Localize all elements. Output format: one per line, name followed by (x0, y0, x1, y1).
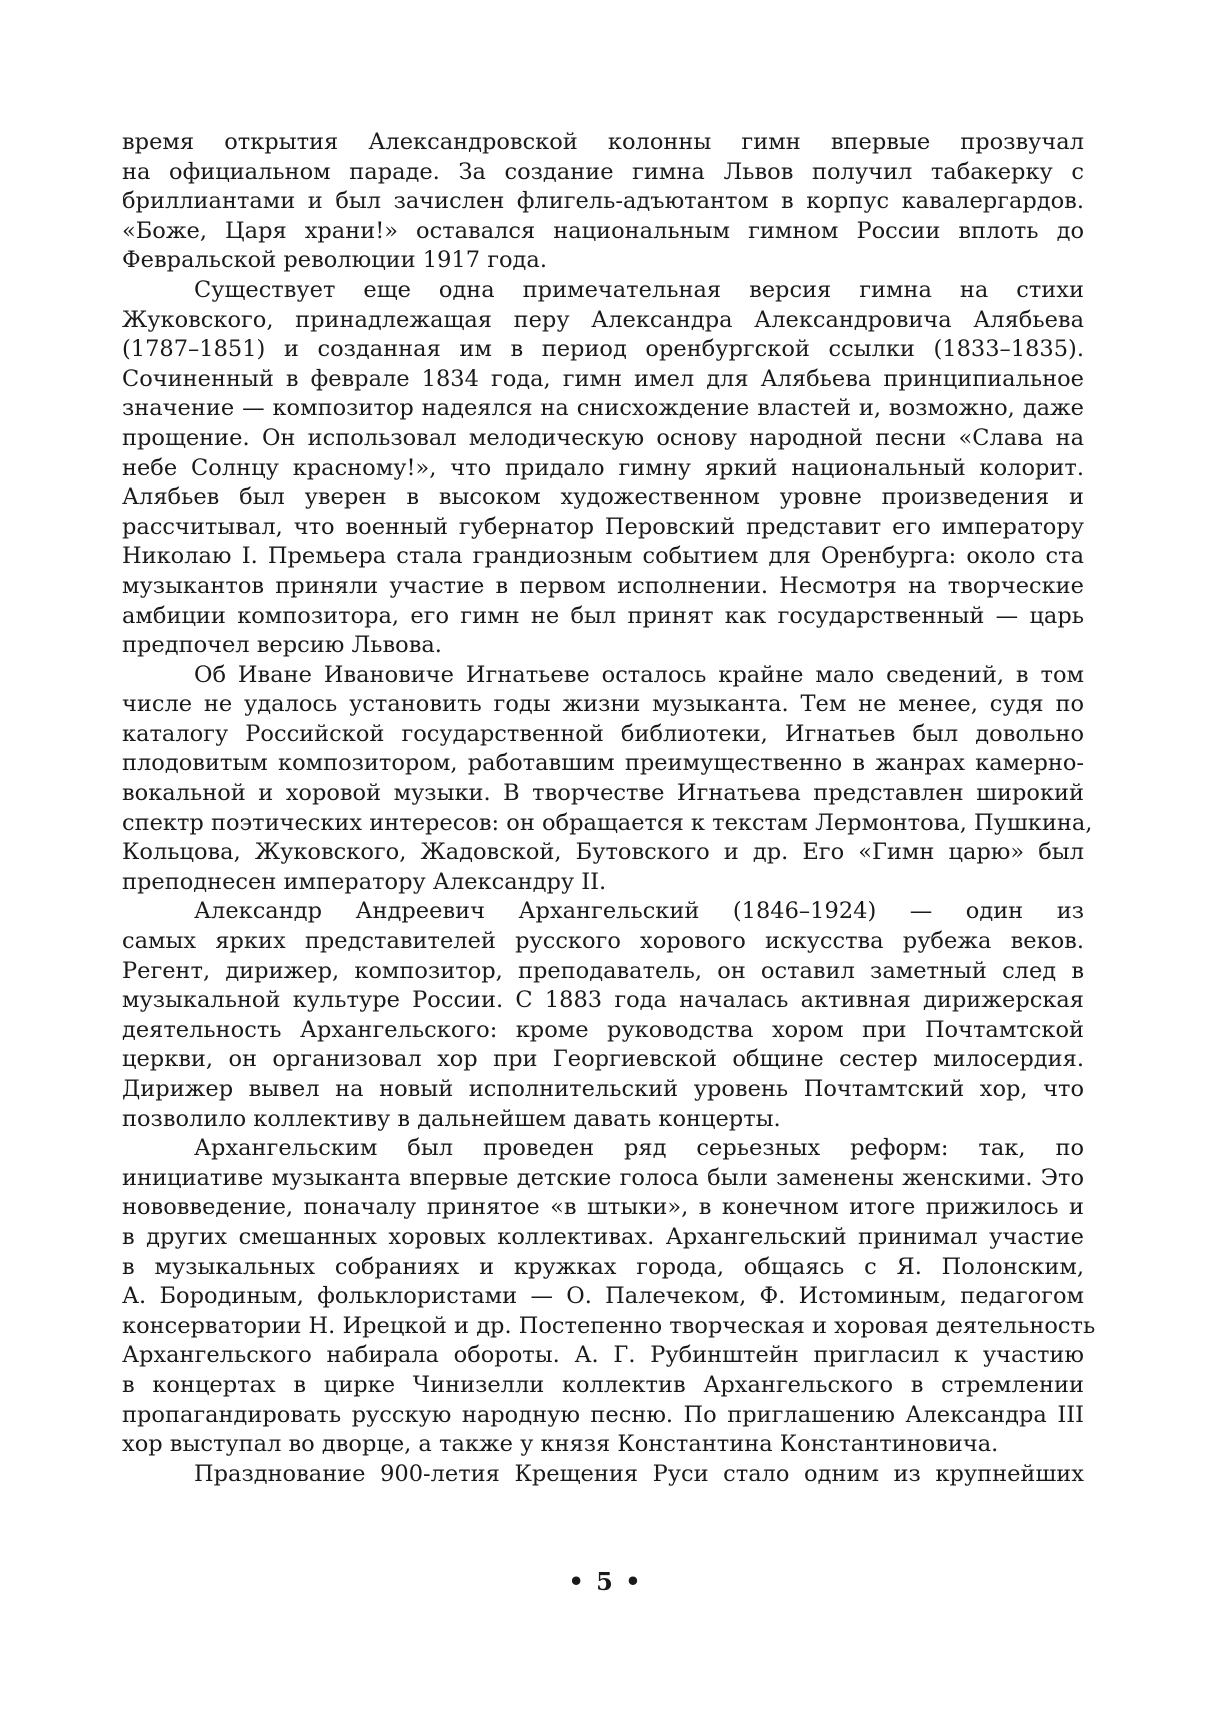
text-line: консерватории Н. Ирецкой и др. Постепенно творческая и хоровая деятельность (122, 1312, 1096, 1339)
paragraph-4 (122, 897, 1084, 1134)
text-line: Жуковского, принадлежащая перу Александра Александровича Алябьева (122, 306, 1084, 333)
text-line: в других смешанных хоровых коллективах. Архангельский принимал участие (122, 1223, 1084, 1250)
text-line: пропагандировать русскую народную песню. По приглашению Александра III (122, 1401, 1084, 1428)
text-line: нововведение, поначалу принятое «в штыки», в конечном итоге прижилось и (122, 1194, 1084, 1221)
page-body (122, 128, 1096, 1489)
text-line: хор выступал во дворце, а также у князя Константина Константиновича. (122, 1431, 999, 1458)
text-line: Архангельского набирала обороты. А. Г. Рубинштейн пригласил к участию (122, 1342, 1084, 1369)
paragraph-2 (122, 276, 1084, 661)
text-line: Об Иване Ивановиче Игнатьеве осталось крайне мало сведений, в том (194, 661, 1084, 688)
text-line: в музыкальных собраниях и кружках города, общаясь с Я. Полонским, (122, 1253, 1084, 1280)
text-line: (1787–1851) и созданная им в период оренбургской ссылки (1833–1835). (122, 336, 1084, 363)
text-line: Николаю I. Премьера стала грандиозным событием для Оренбурга: около ста (122, 543, 1084, 570)
text-line: Кольцова, Жуковского, Жадовской, Бутовского и др. Его «Гимн царю» был (122, 839, 1084, 866)
paragraph-3 (122, 661, 1093, 898)
text-line: Алябьев был уверен в высоком художественном уровне произведения и (122, 484, 1084, 511)
text-line: на официальном параде. За создание гимна Львов получил табакерку с (122, 158, 1084, 185)
text-line: значение — композитор надеялся на снисхождение властей и, возможно, даже (122, 395, 1084, 422)
text-line: предпочел версию Львова. (122, 632, 442, 659)
text-line: А. Бородиным, фольклористами — О. Палечеком, Ф. Истоминым, педагогом (122, 1283, 1084, 1310)
text-line: время открытия Александровской колонны гимн впервые прозвучал (122, 129, 1084, 155)
text-line: Дирижер вывел на новый исполнительский уровень Почтамтский хор, что (122, 1076, 1084, 1102)
text-line: Празднование 900-летия Крещения Руси стало одним из крупнейших (194, 1460, 1084, 1487)
text-line: преподнесен императору Александру II. (122, 868, 607, 895)
text-line: церкви, он организовал хор при Георгиевской общине сестер милосердия. (122, 1046, 1084, 1073)
text-line: Александр Андреевич Архангельский (1846–1924) — один из (194, 898, 1084, 925)
text-line: амбиции композитора, его гимн не был принят как государственный — царь (122, 602, 1084, 629)
paragraph-5 (122, 1134, 1096, 1460)
paragraph-1 (122, 128, 1084, 276)
text-line: спектр поэтических интересов: он обращается к текстам Лермонтова, Пушкина, (122, 809, 1093, 836)
text-line: музыкантов приняли участие в первом исполнении. Несмотря на творческие (122, 572, 1084, 599)
text-line: рассчитывал, что военный губернатор Перовский представит его императору (122, 513, 1084, 540)
text-line: инициативе музыканта впервые детские голоса были заменены женскими. Это (122, 1164, 1084, 1191)
text-line: вокальной и хоровой музыки. В творчестве Игнатьева представлен широкий (122, 780, 1084, 807)
text-line: Существует еще одна примечательная версия гимна на стихи (194, 276, 1084, 303)
text-line: в концертах в цирке Чинизелли коллектив Архангельского в стремлении (122, 1371, 1084, 1398)
text-line: бриллиантами и был зачислен флигель-адъютантом в корпус кавалергардов. (122, 188, 1084, 215)
text-line: прощение. Он использовал мелодическую основу народной песни «Слава на (122, 424, 1084, 451)
text-line: самых ярких представителей русского хорового искусства рубежа веков. (122, 928, 1084, 955)
text-line: каталогу Российской государственной библиотеки, Игнатьев был довольно (122, 720, 1084, 747)
text-line: числе не удалось установить годы жизни музыканта. Тем не менее, судя по (122, 691, 1084, 718)
text-line: Февральской революции 1917 года. (122, 247, 547, 274)
text-line: Регент, дирижер, композитор, преподаватель, он оставил заметный след в (122, 957, 1084, 984)
text-line: небе Солнцу красному!», что придало гимну яркий национальный колорит. (122, 454, 1084, 481)
text-line: деятельность Архангельского: кроме руководства хором при Почтамтской (122, 1016, 1084, 1043)
text-line: музыкальной культуре России. С 1883 года началась активная дирижерская (122, 987, 1084, 1014)
text-line: «Боже, Царя храни!» оставался национальным гимном России вплоть до (122, 217, 1084, 244)
text-line: Архангельским был проведен ряд серьезных реформ: так, по (194, 1135, 1084, 1162)
text-line: Сочиненный в феврале 1834 года, гимн имел для Алябьева принципиальное (122, 365, 1084, 392)
paragraph-6 (122, 1460, 1084, 1490)
text-line: позволило коллективу в дальнейшем давать концерты. (122, 1105, 781, 1132)
text-line: плодовитым композитором, работавшим преимущественно в жанрах камерно- (122, 750, 1084, 777)
page-number: • 5 • (568, 1567, 643, 1596)
